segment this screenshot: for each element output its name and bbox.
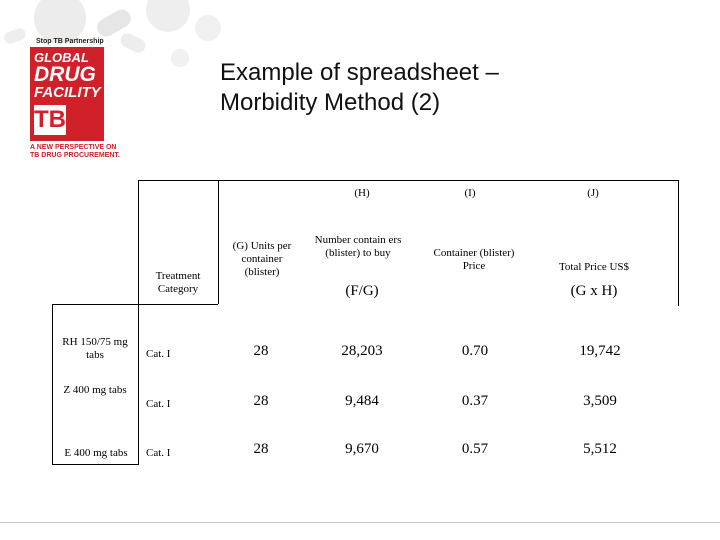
logo-tb-mark: TB xyxy=(34,106,66,133)
row-units: 28 xyxy=(253,441,269,457)
row-drug-name: E 400 mg tabs xyxy=(64,447,128,459)
row-drug-name: RH 150/75 mg tabs xyxy=(62,336,128,361)
header-containers-formula: (F/G) xyxy=(345,283,379,299)
logo-line-drug: DRUG xyxy=(34,63,96,86)
row-price: 0.57 xyxy=(461,441,489,457)
row-containers: 9,670 xyxy=(345,441,379,457)
row-price: 0.70 xyxy=(461,343,489,359)
header-treatment-category: Treatment Category xyxy=(155,270,201,295)
col-letter-h: (H) xyxy=(354,187,370,199)
col-letter-i: (I) xyxy=(464,187,476,199)
logo-block xyxy=(30,47,104,141)
logo-line-global: GLOBAL xyxy=(34,50,89,65)
header-containers-to-buy: Number contain ers (blister) to buy xyxy=(314,234,402,259)
row-total: 19,742 xyxy=(579,343,621,359)
logo-tagline: A NEW PERSPECTIVE ON TB DRUG PROCUREMENT. xyxy=(30,144,120,159)
col-letter-j: (J) xyxy=(587,187,599,199)
slide-title-line-1: Example of spreadsheet – xyxy=(220,59,499,86)
header-units-per-container: (G) Units per container (blister) xyxy=(232,240,292,278)
row-containers: 9,484 xyxy=(345,393,379,409)
slide-title-line-2: Morbidity Method (2) xyxy=(220,89,441,116)
slide-title xyxy=(220,58,499,118)
row-category: Cat. I xyxy=(146,447,171,459)
header-total-formula: (G x H) xyxy=(570,283,618,299)
row-units: 28 xyxy=(253,343,269,359)
bottom-divider xyxy=(0,522,720,523)
row-containers: 28,203 xyxy=(341,343,383,359)
row-units: 28 xyxy=(253,393,269,409)
header-container-price: Container (blister) Price xyxy=(433,247,515,272)
row-drug-name: Z 400 mg tabs xyxy=(63,384,127,396)
row-price: 0.37 xyxy=(461,393,489,409)
logo-line-facility: FACILITY xyxy=(34,84,101,101)
row-category: Cat. I xyxy=(146,348,171,360)
row-total: 5,512 xyxy=(583,441,617,457)
header-total-price: Total Price US$ xyxy=(558,261,630,273)
global-drug-facility-logo xyxy=(8,34,126,174)
row-total: 3,509 xyxy=(583,393,617,409)
row-category: Cat. I xyxy=(146,398,171,410)
stop-tb-partnership-label: Stop TB Partnership xyxy=(36,38,104,45)
